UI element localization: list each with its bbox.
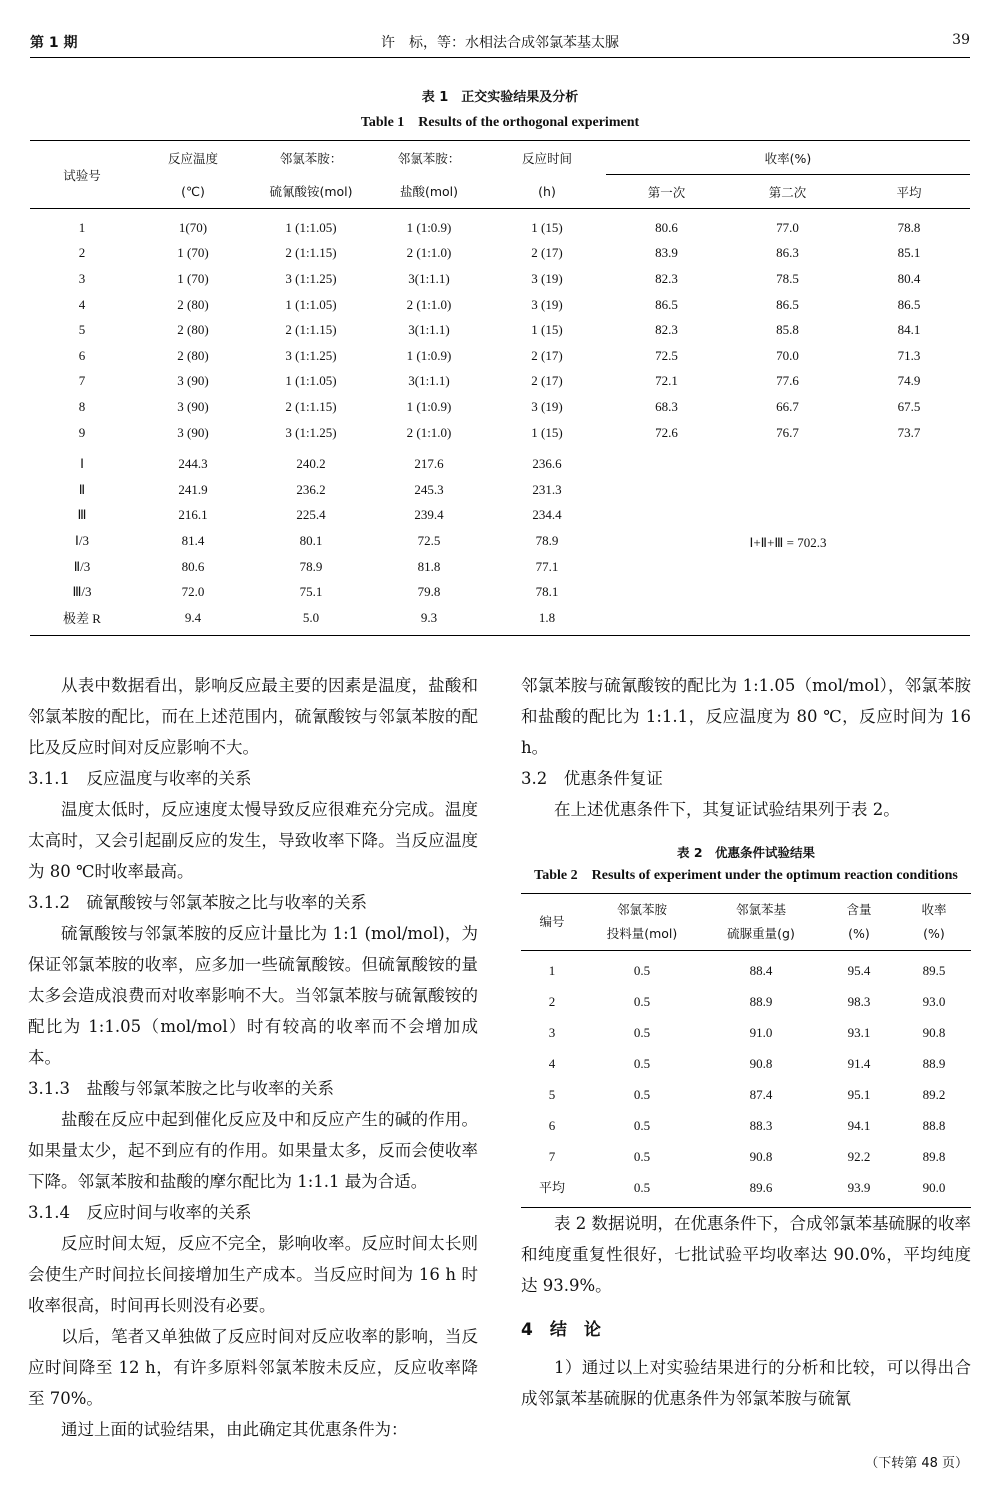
table-cell: 82.3 (655, 322, 678, 338)
table-cell: 0.5 (633, 963, 651, 978)
table-cell: 88.4 (749, 963, 773, 978)
t2-header-weight-1: 邻氯苯基 (735, 902, 786, 917)
table-cell: 2 (1:1.15) (285, 398, 337, 414)
table-cell: 85.8 (776, 322, 799, 338)
table-cell: 95.4 (847, 963, 871, 978)
table-cell: 225.4 (296, 507, 326, 523)
table-cell: 平均 (521, 1172, 583, 1208)
table-cell: 70.0 (776, 347, 799, 363)
t2-header-content (821, 894, 897, 951)
table-cell: 9.3 (370, 605, 488, 635)
table-cell-empty (606, 605, 970, 635)
table-cell: 80.1 (299, 532, 323, 548)
table-cell: 78.8 (897, 219, 921, 235)
t1-header-temp-unit: (℃) (134, 175, 252, 209)
table-cell: 2 (1:1.0) (406, 424, 452, 440)
table-cell: 5 (548, 1087, 556, 1102)
table-cell: 82.3 (655, 270, 678, 286)
table-cell: 2 (1:1.15) (285, 322, 337, 338)
table-cell: 78.9 (535, 532, 559, 548)
table-cell: 2 (548, 994, 556, 1009)
table-cell: 1 (548, 963, 556, 978)
table-cell: 1 (15) (531, 219, 563, 235)
table-cell: 2 (80) (177, 296, 209, 312)
table-row (30, 343, 970, 369)
table-row (521, 1017, 971, 1048)
table-row (521, 1048, 971, 1079)
table-cell: 86.3 (776, 245, 799, 261)
table-cell: 3 (19) (531, 270, 563, 286)
right-column (521, 670, 971, 1414)
table-cell: Ⅰ (80, 456, 84, 472)
table-cell: 3(1:1.1) (408, 373, 450, 389)
paragraph: 温度太低时，反应速度太慢导致反应很难充分完成。温度太高时，又会引起副反应的发生，导致收率下降。当反应温度为 80 ℃时收率最高。 (28, 800, 478, 881)
continued-note: （下转第 48 页） (865, 1456, 968, 1471)
paragraph: 表 2 数据说明，在优惠条件下，合成邻氯苯基硫脲的收率和纯度重复性很好，七批试验平均收率达 90.0%，平均纯度达 93.9%。 (521, 1214, 971, 1295)
t2-header-feed (583, 894, 701, 951)
table-cell: 0.5 (633, 1149, 651, 1164)
table-cell: 8 (78, 398, 86, 414)
table-cell: 3 (90) (177, 373, 209, 389)
table-cell: 72.5 (655, 347, 678, 363)
table-cell: 244.3 (178, 456, 208, 472)
t1-header-avg: 平均 (848, 175, 970, 209)
table-cell: 74.9 (897, 373, 921, 389)
table-cell: 2 (1:1.0) (406, 296, 452, 312)
table-cell: 1 (1:0.9) (406, 398, 452, 414)
table-cell: 72.5 (417, 532, 441, 548)
table-cell: 1 (70) (177, 245, 209, 261)
table-cell: 231.3 (532, 481, 562, 497)
header-rule (30, 57, 970, 58)
table-cell: 7 (78, 373, 86, 389)
t2-header-weight (701, 894, 821, 951)
t1-header-time: 反应时间 (488, 141, 606, 175)
table-cell: 87.4 (749, 1087, 773, 1102)
table-cell: Ⅲ/3 (72, 584, 92, 600)
table-cell: 1 (15) (531, 322, 563, 338)
analysis-row (30, 445, 970, 477)
paragraph: 从表中数据看出，影响反应最主要的因素是温度，盐酸和邻氯苯胺的配比，而在上述范围内，硫氰酸铵与邻氯苯胺的配比及反应时间对反应影响不大。 (28, 676, 478, 757)
t1-header-ratio2: 邻氯苯胺： (370, 141, 488, 175)
table-cell: 1 (1:0.9) (406, 347, 452, 363)
t2-header-feed-1: 邻氯苯胺 (616, 902, 667, 917)
paragraph: 邻氯苯胺与硫氰酸铵的配比为 1:1.05（mol/mol），邻氯苯胺和盐酸的配比为 1:1.1，反应温度为 80 ℃，反应时间为 16 h。 (521, 676, 971, 757)
table-cell: 86.5 (776, 296, 799, 312)
table-cell: 3 (90) (177, 424, 209, 440)
table-cell: 89.8 (922, 1149, 946, 1164)
table-cell: 1 (1:0.9) (406, 219, 452, 235)
table-cell: 241.9 (178, 481, 208, 497)
table-cell: 88.9 (922, 1056, 946, 1071)
table-cell: 90.8 (749, 1056, 773, 1071)
paragraph: 反应时间太短，反应不完全，影响收率。反应时间太长则会使生产时间拉长间接增加生产成本。当反应时间为 16 h 时收率很高，时间再长则没有必要。 (28, 1234, 478, 1315)
table-cell: 4 (78, 296, 86, 312)
table-cell: 76.7 (776, 424, 799, 440)
sum-note-cell (606, 445, 970, 605)
table-cell: 2 (17) (531, 347, 563, 363)
table-cell: 2 (1:1.0) (406, 245, 452, 261)
table-row (521, 1141, 971, 1172)
t2-header-no: 编号 (521, 894, 583, 951)
t2-header-yield-2: (%) (923, 926, 945, 941)
table-cell: 236.2 (296, 481, 326, 497)
table-cell: 239.4 (414, 507, 444, 523)
table-row (521, 986, 971, 1017)
t1-header-second: 第二次 (727, 175, 848, 209)
table-cell: 0.5 (633, 1118, 651, 1133)
t1-header-trial: 试验号 (30, 141, 134, 209)
table-cell: 93.0 (922, 994, 946, 1009)
table-cell: 80.6 (655, 219, 678, 235)
table-cell: 93.1 (847, 1025, 871, 1040)
table-cell: Ⅲ (77, 507, 87, 523)
table-cell: 2 (80) (177, 322, 209, 338)
table-cell: 240.2 (296, 456, 326, 472)
section-heading-4: 4 结 论 (521, 1320, 601, 1340)
table-cell: 236.6 (532, 456, 562, 472)
table-cell: 3 (1:1.25) (285, 424, 337, 440)
table-cell: 5 (78, 322, 86, 338)
table-cell: 1(70) (178, 219, 208, 235)
table-cell: 90.0 (897, 1172, 971, 1208)
table-cell: 73.7 (897, 424, 921, 440)
table-row (521, 1110, 971, 1141)
table-cell: 1 (70) (177, 270, 209, 286)
table-cell: 0.5 (633, 1056, 651, 1071)
table-cell: 1 (1:1.05) (285, 296, 337, 312)
table1-caption-en: Table 1 Results of the orthogonal experiment (360, 115, 640, 130)
table-cell: 6 (78, 347, 86, 363)
section-heading-3-1-1: 3.1.1 反应温度与收率的关系 (28, 769, 252, 788)
table-cell: 3 (19) (531, 398, 563, 414)
table-cell: 72.1 (655, 373, 678, 389)
paragraph: 在上述优惠条件下，其复证试验结果列于表 2。 (554, 800, 900, 819)
table-cell: 2 (1:1.15) (285, 245, 337, 261)
table-cell: 90.8 (922, 1025, 946, 1040)
table-row (521, 1079, 971, 1110)
table-cell: 3 (78, 270, 86, 286)
table1 (30, 140, 970, 636)
table-cell: 92.2 (847, 1149, 871, 1164)
table-row (30, 241, 970, 267)
table-cell: 6 (548, 1118, 556, 1133)
table-row (521, 1172, 971, 1208)
table-cell: 0.5 (633, 1025, 651, 1040)
table-cell: 95.1 (847, 1087, 871, 1102)
table-cell: 85.1 (897, 245, 921, 261)
table-cell: 3 (19) (531, 296, 563, 312)
table-cell: 67.5 (897, 398, 921, 414)
table-row (30, 292, 970, 318)
t2-header-content-1: 含量 (846, 902, 872, 917)
table-cell: 0.5 (633, 994, 651, 1009)
table-cell: 79.8 (417, 584, 441, 600)
table-cell: 77.6 (776, 373, 799, 389)
table-row (521, 951, 971, 987)
table-cell: 0.5 (633, 1087, 651, 1102)
running-header (30, 26, 970, 56)
table-cell: 66.7 (776, 398, 799, 414)
table-cell: 1 (1:1.05) (285, 219, 337, 235)
table-cell: Ⅱ/3 (73, 558, 91, 574)
t1-header-ratio1-unit: 硫氰酸铵(mol) (252, 175, 370, 209)
table-cell: 217.6 (414, 456, 444, 472)
table-cell: 5.0 (252, 605, 370, 635)
t1-header-ratio1: 邻氯苯胺： (252, 141, 370, 175)
table-cell: 245.3 (414, 481, 444, 497)
table-cell: 78.1 (535, 584, 559, 600)
issue-number: 第 1 期 (30, 35, 78, 51)
table-cell: 80.6 (181, 558, 205, 574)
table-cell: 75.1 (299, 584, 323, 600)
table-cell: 3 (90) (177, 398, 209, 414)
table-cell: 78.5 (776, 270, 799, 286)
paragraph: 以后，笔者又单独做了反应时间对反应收率的影响，当反应时间降至 12 h，有许多原料邻氯苯胺未反应，反应收率降至 70%。 (28, 1327, 478, 1408)
table-cell: 81.8 (417, 558, 441, 574)
table-cell: 1 (15) (531, 424, 563, 440)
table-cell: 9 (78, 424, 86, 440)
table-cell: 3(1:1.1) (408, 270, 450, 286)
table-cell: 3 (1:1.25) (285, 347, 337, 363)
table-cell: 3 (1:1.25) (285, 270, 337, 286)
table-cell: 86.5 (655, 296, 678, 312)
table-cell: 72.0 (181, 584, 205, 600)
table-cell: 88.8 (922, 1118, 946, 1133)
t2-header-yield-1: 收率 (921, 902, 947, 917)
table-cell: Ⅰ/3 (75, 532, 89, 548)
table-cell: 80.4 (897, 270, 921, 286)
section-heading-3-2: 3.2 优惠条件复证 (521, 769, 663, 788)
table-cell: 90.8 (749, 1149, 773, 1164)
table-row (30, 420, 970, 446)
table2-caption-zh: 表 2 优惠条件试验结果 (676, 845, 816, 860)
table-cell: Ⅱ (78, 481, 86, 497)
running-title: 许 标，等：水相法合成邻氯苯基太脲 (381, 35, 619, 51)
table-cell: 72.6 (655, 424, 678, 440)
table-cell: 88.9 (749, 994, 773, 1009)
table-cell: 77.0 (776, 219, 799, 235)
paragraph: 盐酸在反应中起到催化反应及中和反应产生的碱的作用。如果量太少，起不到应有的作用。如果量太多，反而会使收率下降。邻氯苯胺和盐酸的摩尔配比为 1:1.1 最为合适。 (28, 1110, 478, 1191)
table-cell: 0.5 (583, 1172, 701, 1208)
table-row (30, 394, 970, 420)
table-cell: 2 (17) (531, 245, 563, 261)
table-cell: 1 (78, 219, 86, 235)
table-row (30, 317, 970, 343)
table-cell: 98.3 (847, 994, 871, 1009)
table-cell: 3 (548, 1025, 556, 1040)
page-number: 39 (952, 32, 970, 48)
t2-header-content-2: (%) (848, 926, 870, 941)
table-cell: 81.4 (181, 532, 205, 548)
table-cell: 3(1:1.1) (408, 322, 450, 338)
table-row (30, 369, 970, 395)
t1-header-yield: 收率(%) (606, 141, 970, 175)
t1-header-time-unit: (h) (488, 175, 606, 209)
t2-header-yield (897, 894, 971, 951)
table-cell: 77.1 (535, 558, 559, 574)
table-cell: 1.8 (488, 605, 606, 635)
t2-header-weight-2: 硫脲重量(g) (727, 926, 795, 941)
paragraph: 硫氰酸铵与邻氯苯胺的反应计量比为 1:1 (mol/mol)，为保证邻氯苯胺的收率，应多加一些硫氰酸铵。但硫氰酸铵的量太多会造成浪费而对收率影响不大。当邻氯苯胺与硫氰酸铵的配比为 1:1.05（mol/mol）时有较高的收率而不会增加成本。 (28, 924, 478, 1067)
table2-caption-en: Table 2 Results of experiment under the optimum reaction conditions (534, 868, 958, 883)
table-cell: 2 (80) (177, 347, 209, 363)
table-cell: 216.1 (178, 507, 208, 523)
table-cell: 91.0 (749, 1025, 773, 1040)
table-cell: 86.5 (897, 296, 921, 312)
section-heading-3-1-4: 3.1.4 反应时间与收率的关系 (28, 1203, 252, 1222)
t1-header-ratio2-unit: 盐酸(mol) (370, 175, 488, 209)
table-cell: 7 (548, 1149, 556, 1164)
table-cell: 71.3 (897, 347, 921, 363)
table-cell: 2 (78, 245, 86, 261)
table-row (30, 209, 970, 241)
table-cell: 89.5 (922, 963, 946, 978)
table-cell: 94.1 (847, 1118, 871, 1133)
table-cell: 89.2 (922, 1087, 946, 1102)
table-cell: 2 (17) (531, 373, 563, 389)
t1-header-first: 第一次 (606, 175, 727, 209)
t1-header-temp: 反应温度 (134, 141, 252, 175)
table-cell: 84.1 (897, 322, 921, 338)
table-row (30, 266, 970, 292)
paragraph: 1）通过以上对实验结果进行的分析和比较，可以得出合成邻氯苯基硫脲的优惠条件为邻氯苯胺与硫氰 (521, 1358, 971, 1408)
table-cell: 极差 R (30, 605, 134, 635)
table-cell: 93.9 (821, 1172, 897, 1208)
left-column (28, 670, 478, 1445)
table-cell: 78.9 (299, 558, 323, 574)
table-cell: 9.4 (134, 605, 252, 635)
table-cell: 83.9 (655, 245, 678, 261)
table-cell: 1 (1:1.05) (285, 373, 337, 389)
paragraph: 通过上面的试验结果，由此确定其优惠条件为： (61, 1420, 408, 1439)
sum-note: Ⅰ+Ⅱ+Ⅲ = 702.3 (749, 535, 827, 551)
table1-caption-zh: 表 1 正交实验结果及分析 (421, 90, 579, 105)
table-cell: 88.3 (749, 1118, 773, 1133)
table2 (521, 893, 971, 1208)
analysis-row (30, 605, 970, 635)
section-heading-3-1-2: 3.1.2 硫氰酸铵与邻氯苯胺之比与收率的关系 (28, 893, 367, 912)
table-cell: 91.4 (847, 1056, 871, 1071)
table-cell: 68.3 (655, 398, 678, 414)
section-heading-3-1-3: 3.1.3 盐酸与邻氯苯胺之比与收率的关系 (28, 1079, 334, 1098)
t2-header-feed-2: 投料量(mol) (606, 926, 678, 941)
table-cell: 4 (548, 1056, 556, 1071)
table-cell: 234.4 (532, 507, 562, 523)
table-cell: 89.6 (701, 1172, 821, 1208)
